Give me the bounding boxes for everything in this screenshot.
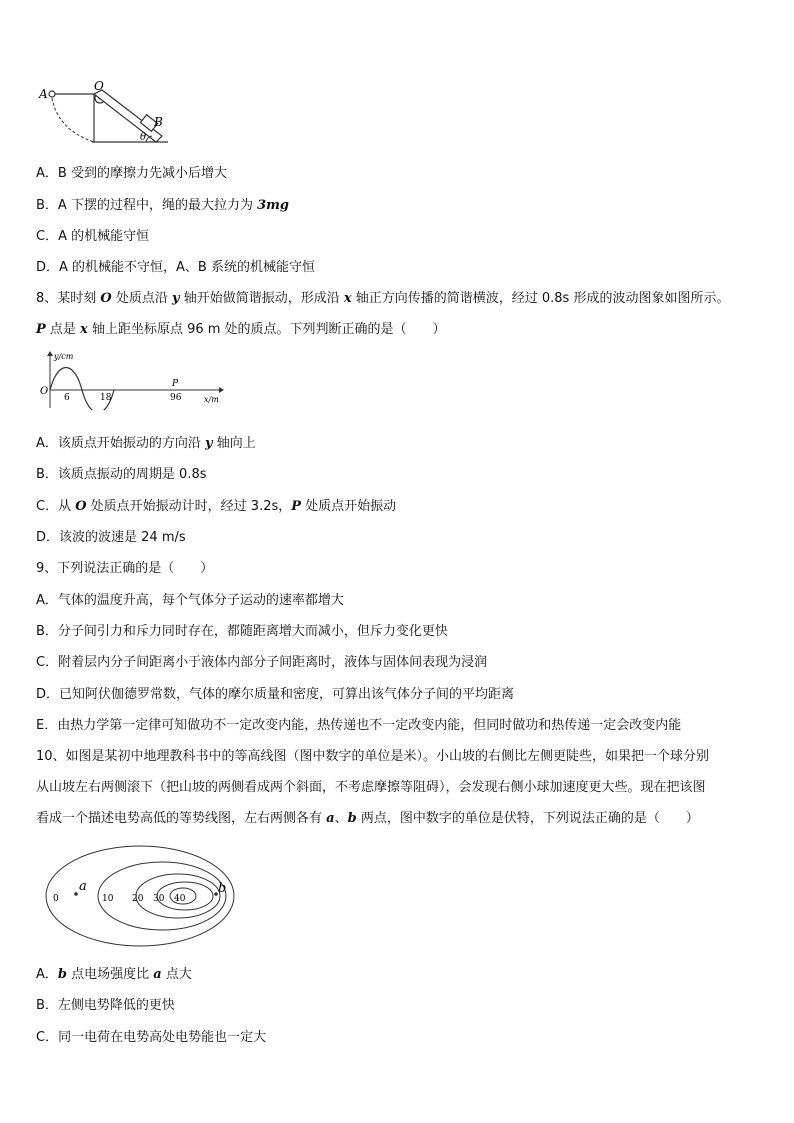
q9-option-d: D．已知阿伏伽德罗常数，气体的摩尔质量和密度，可算出该气体分子间的平均距离 [36, 687, 515, 702]
q7-option-b-text: B．A 下摆的过程中，绳的最大拉力为 [36, 198, 258, 213]
q10-s3pa: a [326, 811, 335, 826]
q8-option-b: B．该质点振动的周期是 0.8s [36, 467, 207, 482]
q8-oc-o: O [75, 499, 87, 514]
q9-stem: 9、下列说法正确的是（ ） [36, 561, 214, 576]
q7-option-a: A．B 受到的摩擦力先减小后增大 [36, 166, 227, 181]
label-30: 30 [153, 894, 165, 904]
q8-s2x: x [80, 322, 88, 337]
y-arrow [47, 351, 53, 356]
q10-oa-b: b [57, 967, 67, 982]
ball-a [49, 91, 55, 97]
q8-stem-line2 [36, 321, 446, 339]
q10-s3pb: b [347, 811, 357, 826]
label-40: 40 [174, 894, 186, 904]
q8-s2p: P [36, 322, 46, 337]
q10-s3c: 两点，图中数字的单位是伏特，下列说法正确的是（ ） [356, 811, 699, 826]
q9-option-c: C．附着层内分子间距离小于液体内部分子间距离时，液体与固体间表现为浸润 [36, 655, 488, 670]
q8-option-a [36, 435, 256, 453]
q10-oa-a: a [153, 967, 162, 982]
q8-stem-line1 [36, 290, 729, 308]
q10-s3b: 、 [334, 811, 348, 826]
origin-label: O [40, 386, 49, 397]
q9-option-b: B．分子间引力和斥力同时存在，都随距离增大而减小，但斥力变化更快 [36, 624, 448, 639]
q9-option-e: E．由热力学第一定律可知做功不一定改变内能，热传递也不一定改变内能，但同时做功和热传递一定会改变内能 [36, 718, 682, 733]
point-p: P [172, 379, 179, 389]
incline-plank [94, 90, 162, 142]
tick-96: 96 [170, 393, 182, 403]
q8-s2a: 点是 [45, 322, 81, 337]
q8-oa-y: y [205, 436, 213, 451]
q8-s1a: 8、某时刻 [36, 291, 101, 306]
x-axis-label: x/m [204, 395, 219, 404]
q10-option-c: C．同一电荷在电势高处电势能也一定大 [36, 1030, 267, 1045]
label-a: A [39, 87, 48, 101]
q7-option-b [36, 197, 289, 215]
q9-option-a: A．气体的温度升高，每个气体分子运动的速率都增大 [36, 593, 344, 608]
q8-s2b: 轴上距坐标原点 96 m 处的质点。下列判断正确的是（ ） [87, 322, 446, 337]
q10-oa-pre: A． [36, 967, 58, 982]
q8-s1o: O [100, 291, 112, 306]
q7-option-d: D．A 的机械能不守恒，A、B 系统的机械能守恒 [36, 260, 315, 275]
pendulum-incline-figure [36, 80, 176, 150]
q8-s1x: x [343, 291, 352, 306]
label-b: B [154, 115, 163, 129]
q10-stem-line2: 从山坡左右两侧滚下（把山坡的两侧看成两个斜面，不考虑摩擦等阻碍），会发现右侧小球加速度更大些。现在把该图 [36, 780, 706, 795]
label-point-b: b [218, 881, 227, 896]
q8-oa-post: 轴向上 [212, 436, 256, 451]
q10-s3a: 看成一个描述电势高低的等势线图，左右两侧各有 [36, 811, 327, 826]
label-point-a: a [79, 879, 87, 894]
q8-option-d: D．该波的波速是 24 m/s [36, 530, 186, 545]
q8-s1b: 处质点沿 [111, 291, 172, 306]
q8-oc-mid: 处质点开始振动计时，经过 3.2s， [86, 499, 292, 514]
equipotential-figure [40, 840, 240, 950]
q7-option-b-value: 3mg [257, 198, 289, 213]
swing-arc [52, 98, 94, 142]
q7-option-c: C．A 的机械能守恒 [36, 229, 150, 244]
q10-oa-post: 点大 [161, 967, 192, 982]
wave-curve [50, 368, 114, 411]
tick-18: 18 [100, 393, 112, 403]
wave-figure [36, 350, 226, 410]
label-10: 10 [102, 894, 114, 904]
q8-s1d: 轴正方向传播的简谐横波，经过 0.8s 形成的波动图象如图所示。 [351, 291, 730, 306]
q10-stem-line3 [36, 810, 699, 828]
q8-option-c [36, 498, 396, 516]
q10-option-a [36, 966, 192, 984]
q8-s1y: y [172, 291, 180, 306]
y-axis-label: y/cm [54, 352, 74, 361]
q10-oa-mid: 点电场强度比 [67, 967, 154, 982]
q8-oa-pre: A．该质点开始振动的方向沿 [36, 436, 206, 451]
q8-oc-pre: C．从 [36, 499, 76, 514]
q10-option-b: B．左侧电势降低的更快 [36, 998, 175, 1013]
tick-6: 6 [64, 393, 70, 403]
label-theta: θ [140, 132, 147, 143]
q8-oc-post: 处质点开始振动 [301, 499, 397, 514]
label-20: 20 [132, 894, 144, 904]
x-arrow [219, 387, 224, 393]
q8-s1c: 轴开始做简谐振动，形成沿 [179, 291, 344, 306]
label-0: 0 [53, 894, 59, 904]
q8-oc-p: P [291, 499, 302, 514]
point-a-dot [74, 892, 78, 896]
label-o: O [94, 80, 104, 93]
q10-stem-line1: 10、如图是某初中地理教科书中的等高线图（图中数字的单位是米）。小山坡的右侧比左侧更陡些，如果把一个球分别 [36, 749, 710, 764]
